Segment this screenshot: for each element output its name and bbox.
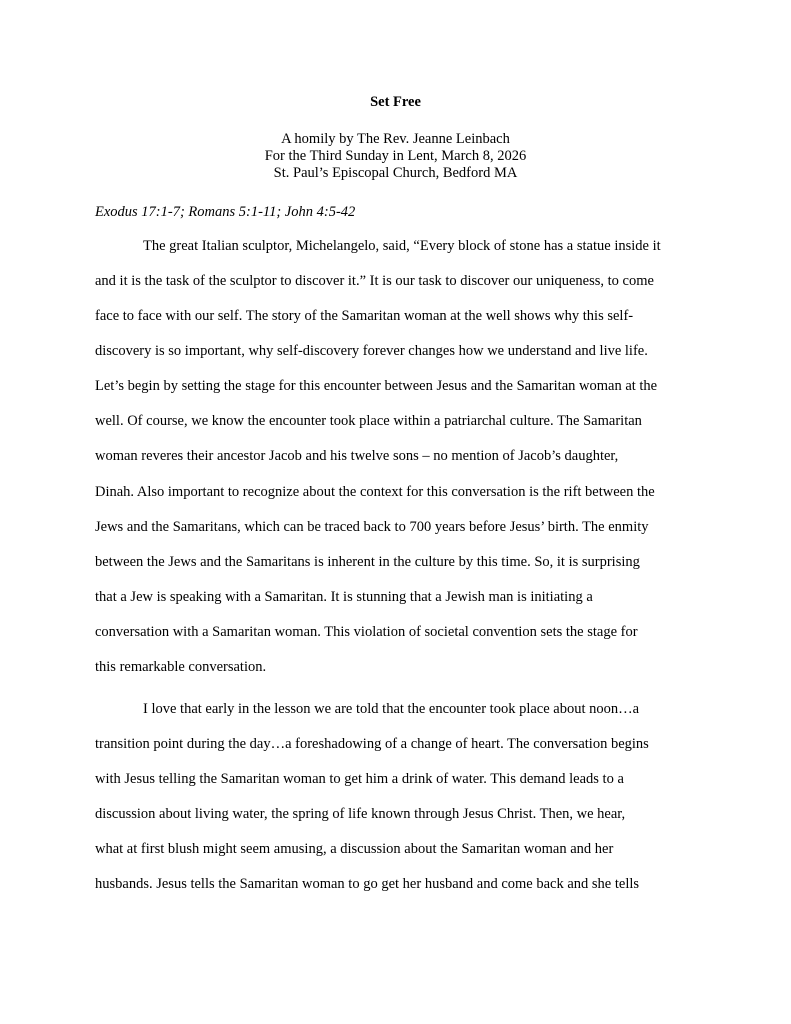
- body-line: face to face with our self. The story of the Samaritan woman at the well shows why this self-: [95, 308, 634, 324]
- body-line: Jews and the Samaritans, which can be traced back to 700 years before Jesus’ birth. The enmity: [95, 519, 649, 535]
- body-line: what at first blush might seem amusing, a discussion about the Samaritan woman and her: [95, 841, 614, 857]
- body-line: Let’s begin by setting the stage for this encounter between Jesus and the Samaritan woman at the: [95, 378, 658, 394]
- body-line: woman reveres their ancestor Jacob and his twelve sons – no mention of Jacob’s daughter,: [95, 448, 619, 464]
- body-line: Dinah. Also important to recognize about the context for this conversation is the rift between the: [95, 484, 655, 500]
- body-line: discussion about living water, the spring of life known through Jesus Christ. Then, we hear,: [95, 806, 626, 822]
- body-line: this remarkable conversation.: [95, 659, 267, 675]
- body-line: with Jesus telling the Samaritan woman to get him a drink of water. This demand leads to a: [95, 771, 624, 787]
- body-line: I love that early in the lesson we are told that the encounter took place about noon…a: [143, 701, 640, 717]
- scripture-readings: Exodus 17:1-7; Romans 5:1-11; John 4:5-42: [95, 204, 356, 220]
- body-line: between the Jews and the Samaritans is inherent in the culture by this time. So, it is surprising: [95, 554, 640, 570]
- body-line: well. Of course, we know the encounter took place within a patriarchal culture. The Samaritan: [95, 413, 642, 429]
- body-line: The great Italian sculptor, Michelangelo, said, “Every block of stone has a statue inside it: [143, 238, 661, 254]
- body-line: that a Jew is speaking with a Samaritan. It is stunning that a Jewish man is initiating a: [95, 589, 593, 605]
- document-title: Set Free: [370, 94, 421, 110]
- body-line: and it is the task of the sculptor to discover it.” It is our task to discover our uniqueness, to come: [95, 273, 654, 289]
- body-line: discovery is so important, why self-discovery forever changes how we understand and live life.: [95, 343, 648, 359]
- church-line: St. Paul’s Episcopal Church, Bedford MA: [273, 165, 518, 181]
- body-line: conversation with a Samaritan woman. This violation of societal convention sets the stage for: [95, 624, 638, 640]
- body-line: transition point during the day…a foreshadowing of a change of heart. The conversation begins: [95, 736, 649, 752]
- document-subtitle: [0, 131, 791, 182]
- occasion-line: For the Third Sunday in Lent, March 8, 2026: [264, 148, 527, 164]
- author-line: A homily by The Rev. Jeanne Leinbach: [281, 131, 510, 147]
- body-line: husbands. Jesus tells the Samaritan woman to go get her husband and come back and she tells: [95, 876, 640, 892]
